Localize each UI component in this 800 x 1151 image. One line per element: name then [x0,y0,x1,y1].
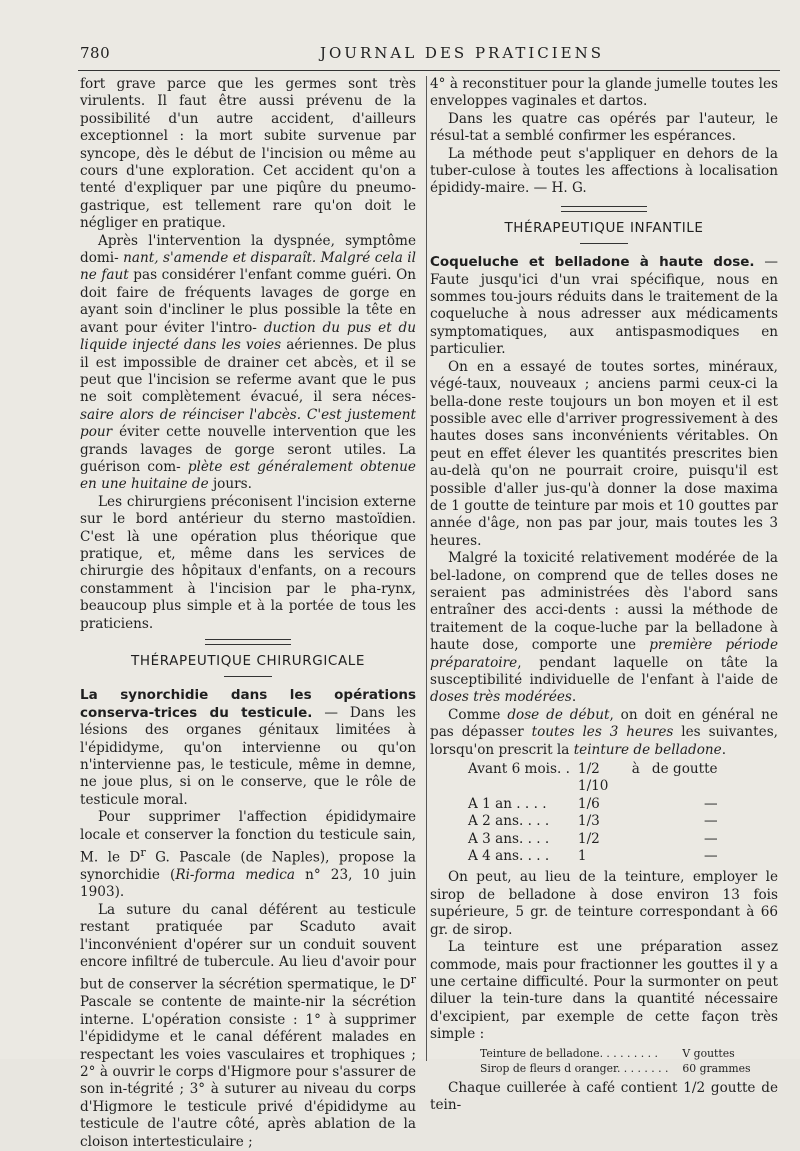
dose-unit: — [704,830,718,847]
recipe-row [480,1046,765,1061]
header-rule [78,70,780,71]
paragraph: Comme dose de début, on doit en général ne pas dépasser toutes les 3 heures les suivantes, lorsqu'on prescrit la teinture de belladone. [430,706,778,758]
paragraph: On peut, au lieu de la teinture, employer le sirop de belladone à dose environ 13 fois supérieure, 5 gr. de teinture correspondant à 66 gr. de sirop. [430,869,778,938]
paragraph: La teinture est une préparation assez commode, mais pour fractionner les gouttes il y a une certaine difficulté. Pour la surmonter on peut diluer la tein-ture dans la quantité nécessaire d'excipient, par exemple de cette façon très simple : [430,939,778,1043]
recipe-quantity: 60 grammes [682,1061,751,1075]
paragraph: fort grave parce que les germes sont très virulents. Il faut être aussi prévenu de la possibilité d'un autre accident, d'ailleurs exceptionnel : la mort subite survenue par syncope, dès le début de l'incision ou même au cours d'une exploration. Cet accident qu'on a tenté d'expliquer par une piqûre du pneumo-gastrique, est tellement rare qu'on doit le négliger en pratique. [80,76,416,232]
left-column [80,76,416,1151]
paragraph: Chaque cuillerée à café contient 1/2 goutte de tein- [430,1079,778,1113]
section-divider [561,206,647,212]
paragraph: Dans les quatre cas opérés par l'auteur, le résul-tat a semblé confirmer les espérances. [430,110,778,145]
page-number: 780 [80,44,111,62]
dose-amount: 1/6 [577,795,600,812]
paragraph: On en a essayé de toutes sortes, minéraux, végé-taux, nouveaux ; anciens parmi ceux-ci la bella-done reste toujours un bon moyen et il est possible avec elle d'arriver progressivement à des hautes doses sans inconvénients véritables. On peut en effet élever les quantités prescrites bien au-delà qu'on ne pourrait croire, puisqu'il est possible d'aller jus-qu'à donner la dose maxima de 1 goutte de teinture par mois et 10 gouttes par année d'âge, non pas par jour, mais toutes les 3 heures. [430,358,778,549]
dose-age: A 3 ans. . . . [468,830,550,847]
column-divider [426,76,427,1061]
dose-row [468,813,726,830]
dose-unit: — [704,813,718,830]
paragraph: La suture du canal déférent au testicule restant pratiquée par Scaduto avait l'inconvénient d'opérer sur un conduit souvent encore infiltré de tubercule. Au lieu d'avoir pour but de conserver la sécrétion spermatique, le $D^r$ Pascale se contente de mainte-nir la sécrétion interne. L'opération consiste : 1° à supprimer l'épididyme et le canal déférent malades en respectant les voies vasculaires et trophiques ; 2° à ouvrir le corps d'Higmore pour s'assurer de son in-tégrité ; 3° à suturer au niveau du corps d'Higmore le testicule privé d'épididyme au testicule de l'autre côté, après ablation de la cloison intertesticulaire ; [80,901,416,1150]
paragraph: Pour supprimer l'affection épididymaire locale et conserver la fonction du testicule sain, M. le $D^r$ G. Pascale (de Naples), propose la synorchidie (Ri-forma medica n° 23, 10 juin 1903). [80,809,417,901]
article-title: Coqueluche et belladone à haute dose. [430,254,755,271]
dose-age: A 1 an . . . . [468,795,547,812]
dose-unit: de goutte [651,761,718,778]
dose-unit: — [704,848,718,865]
paragraph: 4° à reconstituer pour la glande jumelle toutes les enveloppes vaginales et dartos. [430,76,778,110]
section-rule [224,676,272,677]
recipe-quantity: V gouttes [682,1046,735,1060]
dose-amount: 1/2 à 1/10 [577,761,640,795]
article-paragraph: La synorchidie dans les opérations conserva-trices du testicule. — Dans les lésions des organes génitaux limitées à l'épididyme, qu'on intervienne ou qu'on n'intervienne pas, le testicule, même in demne, ne joue plus, si on le conserve, que le rôle de testicule moral. [80,687,416,808]
section-divider [205,639,291,645]
recipe-row [480,1061,765,1076]
dose-row [468,831,726,848]
paragraph: La méthode peut s'appliquer en dehors de la tuber-culose à toutes les affections à localisation épididy-maire. — H. G. [430,145,778,197]
recipe-item: Sirop de fleurs d oranger. . . . . . . . [480,1061,669,1075]
page-header [80,44,780,68]
dose-row [468,761,726,796]
running-title: JOURNAL DES PRATICIENS [320,44,605,62]
dose-unit: — [704,795,718,812]
recipe-table [480,1046,765,1076]
dose-row [468,848,726,865]
article-title: La synorchidie dans les opérations conserva-trices du testicule. [80,687,416,721]
recipe-item: Teinture de belladone. . . . . . . . . [480,1046,658,1060]
article-paragraph: Coqueluche et belladone à haute dose. — Faute jusqu'ici d'un vrai spécifique, nous en sommes tou-jours réduits dans le traitement de la coqueluche à nous adresser aux médicaments symptomatiques, aux antispasmodiques en particulier. [430,254,778,358]
section-title: THÉRAPEUTIQUE CHIRURGICALE [130,653,366,669]
paragraph: Après l'intervention la dyspnée, symptôme domi- nant, s'amende et disparaît. Malgré cela il ne faut pas considérer l'enfant comme guéri. On doit faire de fréquents lavages de gorge en ayant soin d'incliner le plus possible la tête en avant pour éviter l'intro- duction du pus et du liquide injecté dans les voies aériennes. De plus il est impossible de drainer cet abcès, et il se peut que l'incision se referme avant que le pus ne soit complètement évacué, il sera néces- saire alors de réinciser l'abcès. C'est justement pour éviter cette nouvelle intervention que les grands lavages de gorge seront utiles. La guérison com- plète est généralement obtenue en une huitaine de jours. [80,232,416,493]
dose-age: A 4 ans. . . . [468,848,550,865]
section-rule [580,243,628,244]
dose-row [468,796,726,813]
dose-table [468,761,726,865]
dose-age: A 2 ans. . . . [468,813,550,830]
paragraph: Malgré la toxicité relativement modérée de la bel-ladone, on comprend que de telles doses ne seraient pas administrées dès l'abord sans entraîner des acci-dents : aussi la méthode de traitement de la coque-luche par la belladone à haute dose, comporte une première période préparatoire, pendant laquelle on tâte la susceptibilité individuelle de l'enfant à l'aide de doses très modérées. [430,550,778,706]
dose-amount: 1 [577,848,587,865]
dose-amount: 1/3 [577,813,600,830]
paragraph: Les chirurgiens préconisent l'incision externe sur le bord antérieur du sterno mastoïdien. C'est là une opération plus théorique que pratique, et, même dans les services de chirurgie des hôpitaux d'enfants, on a recours constamment à l'incision par le pha-rynx, beaucoup plus simple et à la portée de tous les praticiens. [80,493,416,632]
dose-amount: 1/2 [577,830,600,847]
dose-age: Avant 6 mois. . [468,761,570,778]
section-title: THÉRAPEUTIQUE INFANTILE [504,219,704,236]
right-column [430,76,778,1114]
